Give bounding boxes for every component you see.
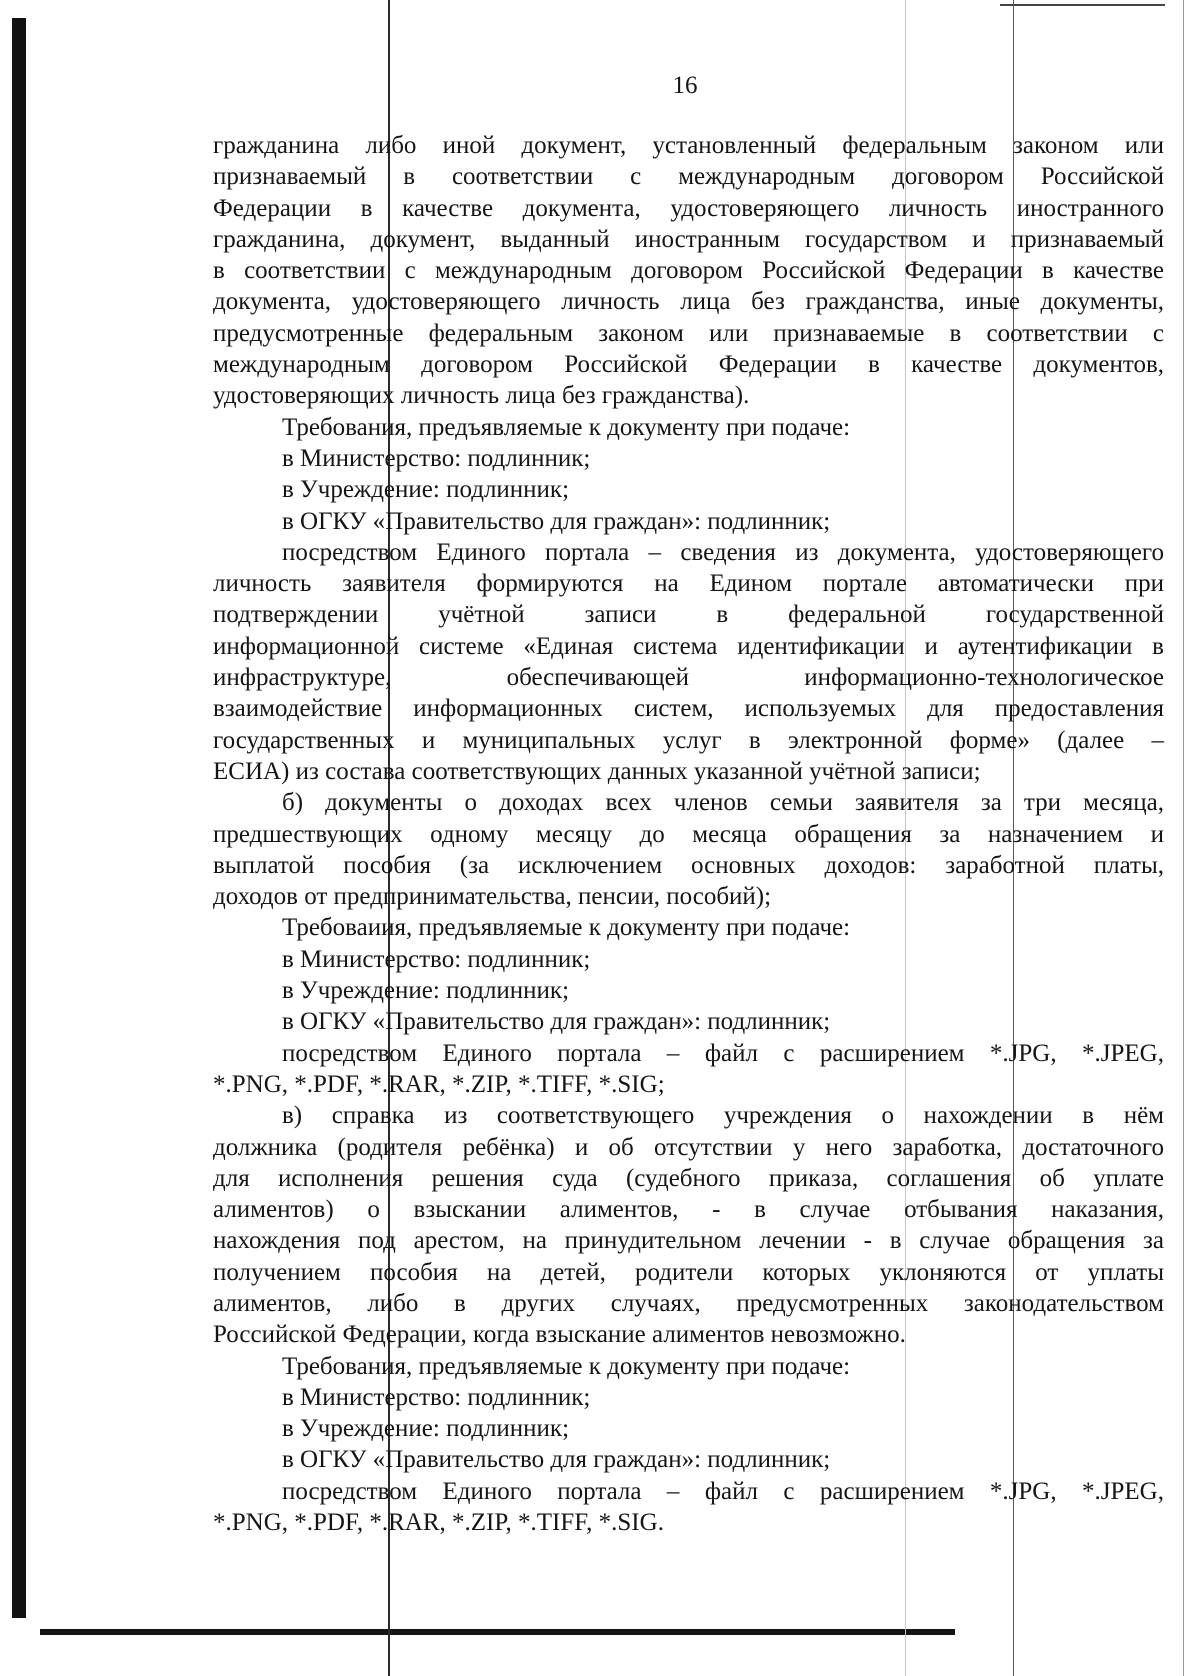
text-line: в Учреждение: подлинник; [282, 476, 570, 504]
text-line: гражданина, документ, выданный иностранным государством и признаваемый [213, 225, 1164, 253]
text-line: в Министерство: подлинник; [282, 1383, 591, 1411]
text-line: посредством Единого портала – файл с расширением *.JPG, *.JPEG, [282, 1039, 1164, 1067]
text-line: Требоваиия, предъявляемые к документу при подаче: [282, 914, 851, 942]
text-line: в Министерство: подлинник; [282, 444, 591, 472]
text-line: получением пособия на детей, родители которых уклоняются от уплаты [213, 1258, 1164, 1286]
text-line: в Учреждение: подлинник; [282, 977, 570, 1005]
text-line: в) справка из соответствующего учреждения о нахождении в нём [282, 1102, 1164, 1130]
text-line: ЕСИА) из состава соответствующих данных указанной учётной записи; [213, 757, 981, 785]
text-line: Требования, предъявляемые к документу при подаче: [282, 413, 851, 441]
text-line: в ОГКУ «Правительство для граждан»: подлинник; [282, 507, 831, 535]
text-line: посредством Единого портала – сведения из документа, удостоверяющего [282, 538, 1164, 566]
text-line: алиментов, либо в других случаях, предусмотренных законодательством [213, 1289, 1164, 1317]
scan-bottom-edge [40, 1629, 955, 1635]
text-line: б) документы о доходах всех членов семьи заявителя за три месяца, [282, 789, 1164, 817]
scan-edge-shadow [12, 18, 26, 1618]
text-line: документа, удостоверяющего личность лица без гражданства, иные документы, [213, 288, 1164, 316]
document-body [213, 130, 1164, 1538]
text-line: предусмотренные федеральным законом или признаваемые в соответствии с [213, 319, 1164, 347]
text-line: предшествующих одному месяцу до месяца обращения за назначением и [213, 820, 1164, 848]
text-line: в Министерство: подлинник; [282, 945, 591, 973]
scan-top-edge [1000, 4, 1165, 6]
text-line: посредством Единого портала – файл с расширением *.JPG, *.JPEG, [282, 1477, 1164, 1505]
text-line: доходов от предпринимательства, пенсии, пособий); [213, 883, 772, 911]
page-number: 16 [672, 72, 698, 99]
text-line: выплатой пособия (за исключением основных доходов: заработной платы, [213, 851, 1164, 879]
text-line: государственных и муниципальных услуг в электронной форме» (далее – [213, 726, 1164, 754]
text-line: должника (родителя ребёнка) и об отсутствии у него заработка, достаточного [213, 1133, 1164, 1161]
text-line: в Учреждение: подлинник; [282, 1415, 570, 1443]
text-line: *.PNG, *.PDF, *.RAR, *.ZIP, *.TIFF, *.SIG; [213, 1070, 665, 1098]
text-line: признаваемый в соответствии с международным договором Российской [213, 163, 1164, 191]
text-line: личность заявителя формируются на Едином портале автоматически при [213, 570, 1164, 598]
text-line: Федерации в качестве документа, удостоверяющего личность иностранного [213, 194, 1164, 222]
text-line: в ОГКУ «Правительство для граждан»: подлинник; [282, 1008, 831, 1036]
text-line: Требования, предъявляемые к документу при подаче: [282, 1352, 851, 1380]
text-line: инфраструктуре, обеспечивающей информационно-технологическое [213, 664, 1164, 692]
text-line: для исполнения решения суда (судебного приказа, соглашения об уплате [213, 1164, 1164, 1192]
text-line: в ОГКУ «Правительство для граждан»: подлинник; [282, 1446, 831, 1474]
text-line: подтверждении учётной записи в федеральной государственной [213, 601, 1164, 629]
text-line: *.PNG, *.PDF, *.RAR, *.ZIP, *.TIFF, *.SIG. [213, 1509, 664, 1537]
text-line: удостоверяющих личность лица без гражданства). [213, 382, 750, 410]
text-line: международным договором Российской Федерации в качестве документов, [213, 351, 1164, 379]
text-line: Российской Федерации, когда взыскание алиментов невозможно. [213, 1321, 906, 1349]
text-line: нахождения под арестом, на принудительном лечении - в случае обращения за [213, 1227, 1164, 1255]
text-line: в соответствии с международным договором Российской Федерации в качестве [213, 257, 1164, 285]
text-line: информационной системе «Единая система идентификации и аутентификации в [213, 632, 1164, 660]
text-line: алиментов) о взыскании алиментов, - в случае отбывания наказания, [213, 1196, 1164, 1224]
text-line: взаимодействие информационных систем, используемых для предоставления [213, 695, 1164, 723]
text-line: гражданина либо иной документ, установленный федеральным законом или [213, 132, 1164, 159]
scan-fold-line [1183, 0, 1184, 1676]
